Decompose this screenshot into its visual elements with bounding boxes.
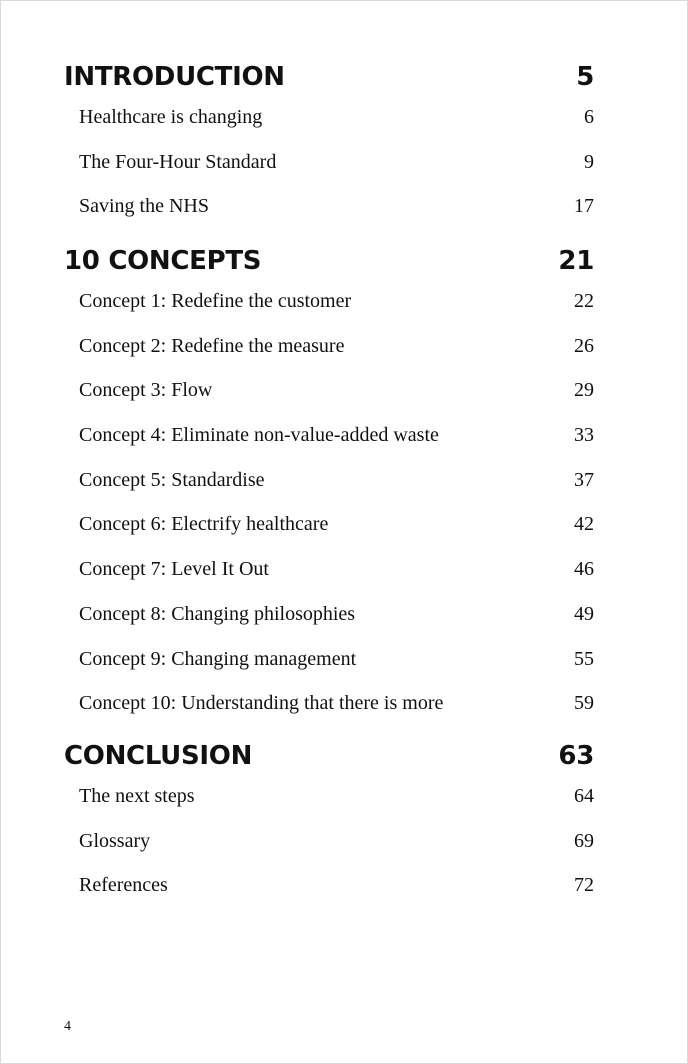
toc-section-conclusion	[64, 738, 594, 908]
entry-title: Concept 6: Electrify healthcare	[79, 513, 329, 536]
toc-entry	[64, 368, 594, 413]
entry-page-number: 22	[574, 290, 594, 312]
entry-title: References	[79, 874, 168, 897]
section-page-number: 63	[558, 741, 594, 771]
entry-title: The Four-Hour Standard	[79, 150, 277, 173]
section-heading	[64, 59, 594, 95]
toc-entry	[64, 413, 594, 458]
toc-entry	[64, 184, 594, 229]
toc-entry	[64, 774, 594, 819]
section-title: 10 CONCEPTS	[64, 246, 262, 276]
entry-title: Concept 1: Redefine the customer	[79, 290, 352, 312]
entry-title: Saving the NHS	[79, 195, 209, 218]
toc-entry	[64, 681, 594, 726]
entry-page-number: 29	[574, 379, 594, 402]
toc-section-introduction	[64, 59, 594, 229]
toc-entry	[64, 502, 594, 547]
entry-title: The next steps	[79, 785, 195, 807]
toc-entry	[64, 279, 594, 324]
entry-page-number: 37	[574, 468, 594, 491]
toc-entry	[64, 458, 594, 503]
toc-entry	[64, 863, 594, 908]
section-page-number: 21	[558, 246, 594, 276]
entry-title: Concept 3: Flow	[79, 379, 213, 402]
entry-title: Concept 9: Changing management	[79, 647, 357, 670]
entry-title: Concept 10: Understanding that there is more	[79, 692, 444, 715]
entry-page-number: 17	[574, 195, 594, 218]
entry-page-number: 9	[584, 150, 594, 173]
entry-page-number: 55	[574, 647, 594, 670]
entry-title: Concept 2: Redefine the measure	[79, 334, 345, 357]
entry-page-number: 49	[574, 602, 594, 625]
entry-page-number: 72	[574, 874, 594, 897]
entry-title: Concept 8: Changing philosophies	[79, 602, 356, 625]
entry-page-number: 46	[574, 558, 594, 581]
section-heading	[64, 738, 594, 774]
entry-title: Healthcare is changing	[79, 106, 263, 128]
section-page-number: 5	[576, 62, 594, 92]
toc-entry	[64, 819, 594, 864]
entry-page-number: 6	[584, 106, 594, 128]
toc-entry	[64, 140, 594, 185]
toc-entry	[64, 592, 594, 637]
toc-section-concepts	[64, 243, 594, 726]
section-heading	[64, 243, 594, 279]
entry-title: Concept 7: Level It Out	[79, 558, 269, 581]
entry-title: Glossary	[79, 829, 151, 852]
toc-entry	[64, 324, 594, 369]
entry-page-number: 26	[574, 334, 594, 357]
folio-page-number: 4	[64, 1019, 71, 1034]
section-title: INTRODUCTION	[64, 62, 285, 92]
toc-entry	[64, 95, 594, 140]
entry-page-number: 69	[574, 829, 594, 852]
entry-page-number: 59	[574, 692, 594, 715]
toc-entry	[64, 547, 594, 592]
toc-entry	[64, 637, 594, 682]
entry-page-number: 64	[574, 785, 594, 807]
entry-title: Concept 4: Eliminate non-value-added waste	[79, 424, 439, 447]
entry-page-number: 33	[574, 424, 594, 447]
entry-page-number: 42	[574, 513, 594, 536]
entry-title: Concept 5: Standardise	[79, 468, 265, 491]
section-title: CONCLUSION	[64, 741, 253, 771]
